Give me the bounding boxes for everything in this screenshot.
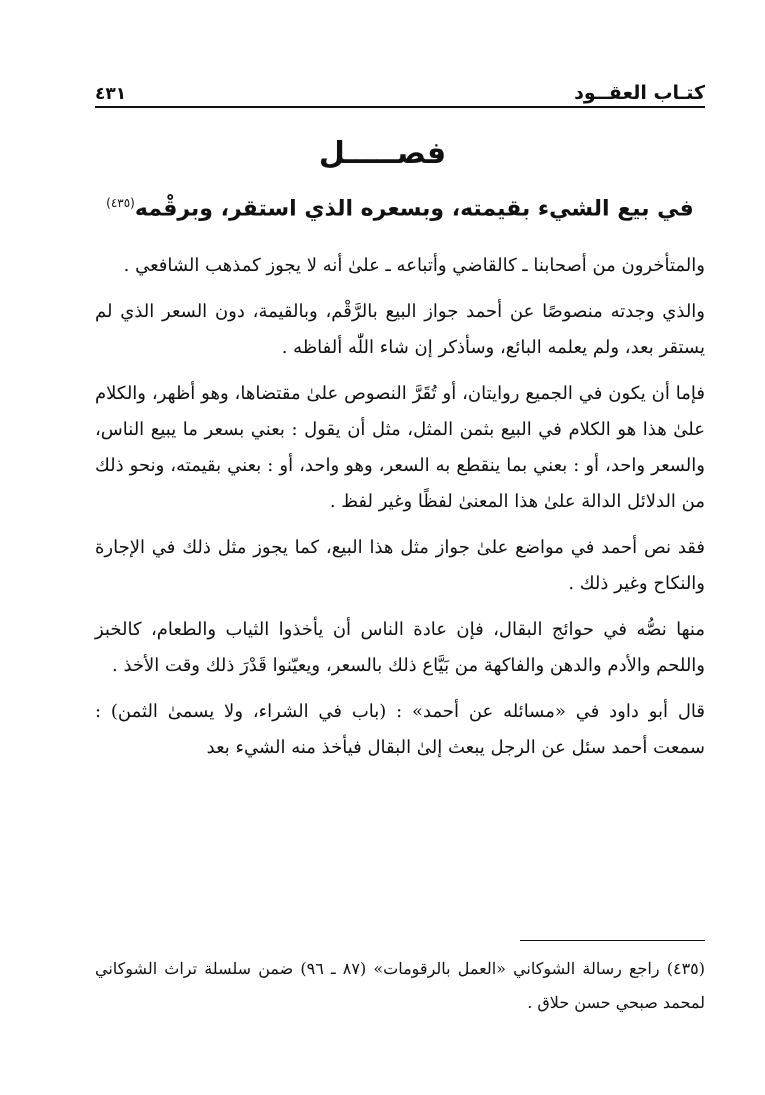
paragraph: والذي وجدته منصوصًا عن أحمد جواز البيع بالرَّقْم، وبالقيمة، دون السعر الذي لم يستقر بعد، ولم يعلمه البائع، وسأذكر إن شاء اللّٰه ألفاظه . — [95, 301, 705, 358]
footnote — [95, 952, 705, 1020]
header-divider — [95, 106, 705, 108]
paragraph: قال أبو داود في «مسائله عن أحمد» : (باب في الشراء، ولا يسمىٰ الثمن) : سمعت أحمد سئل عن الرجل يبعث إلىٰ البقال فيأخذ منه الشيء بعد — [95, 701, 705, 758]
page-number: ٤٣١ — [95, 84, 127, 104]
footnote-divider — [520, 940, 705, 941]
book-title: كتـاب العقــود — [574, 82, 705, 104]
paragraph: فإما أن يكون في الجميع روايتان، أو تُقَرَّ النصوص علىٰ مقتضاها، وهو أظهر، والكلام علىٰ هذا هو الكلام في البيع بثمن المثل، مثل أن يقول : بعني بسعر ما يبيع الناس، والسعر واحد، أو : بعني بما ينقطع به السعر، وهو واحد، أو : بعني بقيمته، ونحو ذلك من الدلائل الدالة علىٰ هذا المعنىٰ لفظًا وغير لفظ . — [95, 383, 705, 512]
section-subtitle — [95, 196, 705, 221]
running-header — [95, 74, 705, 104]
subtitle-text: في بيع الشيء بقيمته، وبسعره الذي استقر، وبرقْمه — [134, 196, 694, 222]
paragraph: والمتأخرون من أصحابنا ـ كالقاضي وأتباعه ـ علىٰ أنه لا يجوز كمذهب الشافعي . — [123, 255, 705, 276]
section-title: فصـــــل — [318, 136, 447, 171]
footnote-text: (٤٣٥) راجع رسالة الشوكاني «العمل بالرقومات» (٨٧ ـ ٩٦) ضمن سلسلة تراث الشوكاني لمحمد صبحي حسن حلاق . — [95, 959, 705, 1012]
paragraph: فقد نص أحمد في مواضع علىٰ جواز مثل هذا البيع، كما يجوز مثل ذلك في الإجارة والنكاح وغير ذلك . — [95, 537, 705, 594]
footnote-reference[interactable]: (٤٣٥) — [106, 196, 135, 210]
paragraph: منها نصُّه في حوائج البقال، فإن عادة الناس أن يأخذوا الثياب والطعام، كالخبز واللحم والأدم والدهن والفاكهة من بَيَّاع ذلك بالسعر، ويعيّنوا قَدْرَ ذلك وقت الأخذ . — [95, 619, 705, 676]
body-text — [95, 248, 705, 776]
